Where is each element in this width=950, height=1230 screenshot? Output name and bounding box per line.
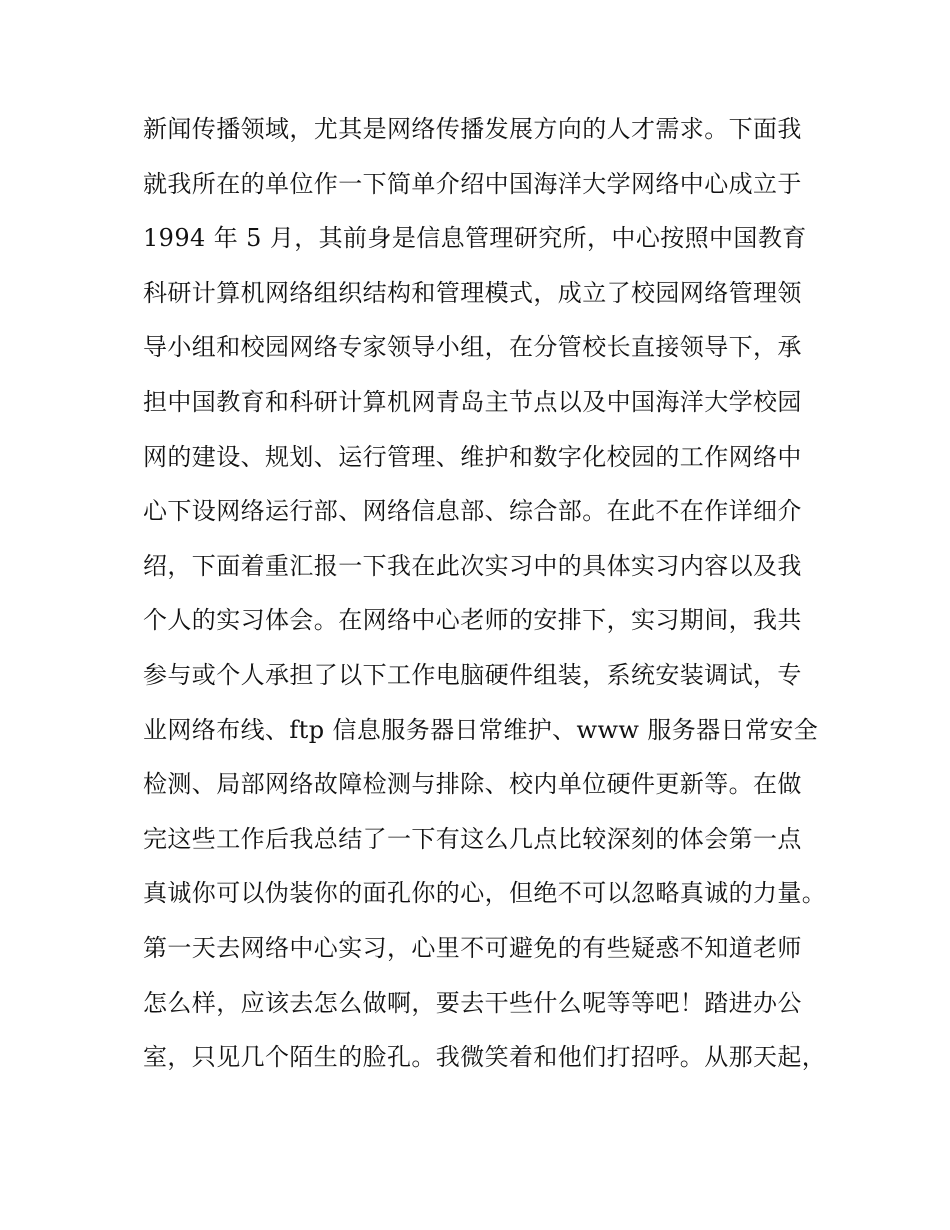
text-line: 怎么样，应该去怎么做啊，要去干些什么呢等等吧！踏进办公: [143, 988, 802, 1017]
text-line: 就我所在的单位作一下简单介绍中国海洋大学网络中心成立于: [143, 169, 802, 198]
text-line: 室，只见几个陌生的脸孔。我微笑着和他们打招呼。从那天起，: [143, 1043, 827, 1072]
text-line: 科研计算机网络组织结构和管理模式，成立了校园网络管理领: [143, 278, 802, 307]
text-line: 第一天去网络中心实习，心里不可避免的有些疑惑不知道老师: [143, 933, 802, 962]
text-line: 个人的实习体会。在网络中心老师的安排下，实习期间，我共: [143, 606, 802, 635]
text-line: 完这些工作后我总结了一下有这么几点比较深刻的体会第一点: [143, 824, 802, 853]
text-line: 业网络布线、ftp 信息服务器日常维护、www 服务器日常安全: [143, 715, 819, 744]
text-line: 真诚你可以伪装你的面孔你的心，但绝不可以忽略真诚的力量。: [143, 879, 827, 908]
text-line: 新闻传播领域，尤其是网络传播发展方向的人才需求。下面我: [143, 115, 802, 143]
text-line: 心下设网络运行部、网络信息部、综合部。在此不在作详细介: [143, 497, 802, 526]
text-line: 绍，下面着重汇报一下我在此次实习中的具体实习内容以及我: [143, 551, 802, 580]
text-line: 1994 年 5 月，其前身是信息管理研究所，中心按照中国教育: [143, 224, 807, 253]
text-line: 网的建设、规划、运行管理、维护和数字化校园的工作网络中: [143, 442, 802, 471]
text-line: 参与或个人承担了以下工作电脑硬件组装，系统安装调试，专: [143, 660, 802, 689]
text-line: 检测、局部网络故障检测与排除、校内单位硬件更新等。在做: [143, 770, 802, 799]
text-line: 导小组和校园网络专家领导小组，在分管校长直接领导下，承: [143, 333, 802, 362]
text-line: 担中国教育和科研计算机网青岛主节点以及中国海洋大学校园: [143, 387, 802, 416]
body-text: [143, 109, 843, 1092]
